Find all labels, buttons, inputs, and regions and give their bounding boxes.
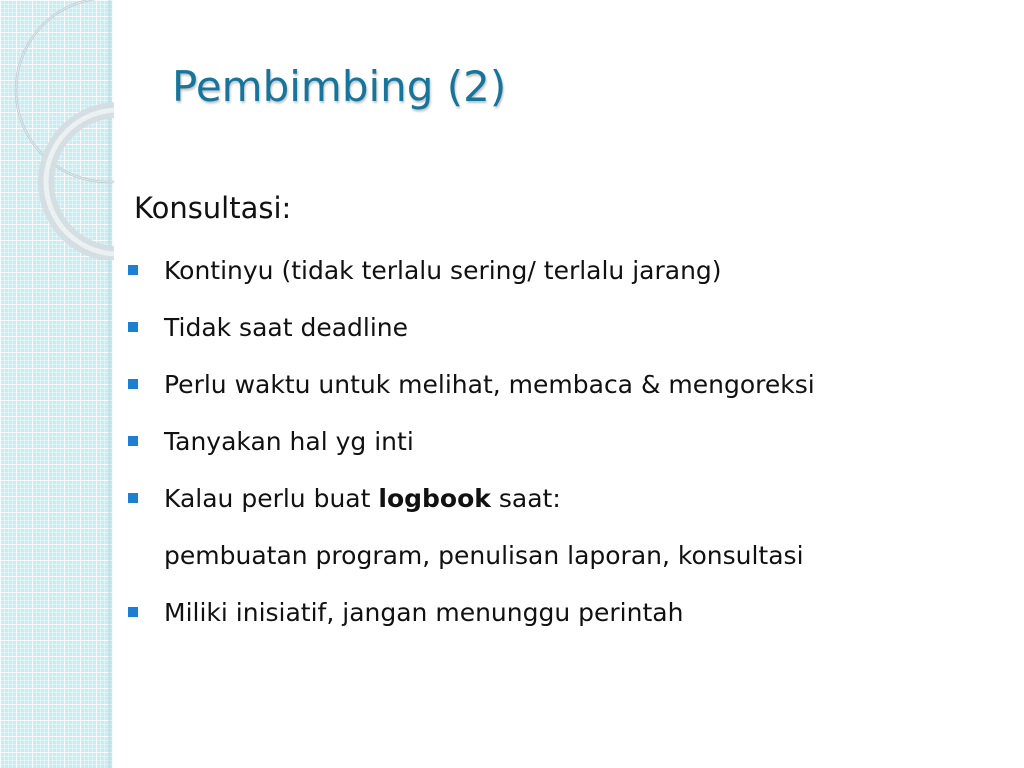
bullet-list (128, 242, 1008, 641)
list-item (128, 584, 1008, 641)
list-item-text: pembuatan program, penulisan laporan, konsultasi (164, 541, 804, 570)
list-item-continuation (128, 527, 1008, 584)
list-item-text: Tanyakan hal yg inti (164, 427, 414, 456)
page-title: Pembimbing (2) (172, 62, 507, 111)
square-bullet-icon (128, 379, 138, 389)
list-item (128, 356, 1008, 413)
list-item-text: Perlu waktu untuk melihat, membaca & mengoreksi (164, 370, 815, 399)
square-bullet-icon (128, 322, 138, 332)
list-item-text: Kontinyu (tidak terlalu sering/ terlalu jarang) (164, 256, 722, 285)
square-bullet-icon (128, 493, 138, 503)
list-item (128, 242, 1008, 299)
list-item-text-suffix: saat: (490, 484, 561, 513)
list-item-text: Miliki inisiatif, jangan menunggu perintah (164, 598, 684, 627)
list-item (128, 470, 1008, 527)
section-heading: Konsultasi: (134, 191, 292, 225)
list-item-text-prefix: Kalau perlu buat (164, 484, 379, 513)
square-bullet-icon (128, 436, 138, 446)
square-bullet-icon (128, 607, 138, 617)
list-item (128, 413, 1008, 470)
slide-content (128, 188, 1008, 641)
square-bullet-icon (128, 265, 138, 275)
list-item-text: Tidak saat deadline (164, 313, 409, 342)
list-item-bold-term: logbook (378, 484, 491, 513)
list-item (128, 299, 1008, 356)
